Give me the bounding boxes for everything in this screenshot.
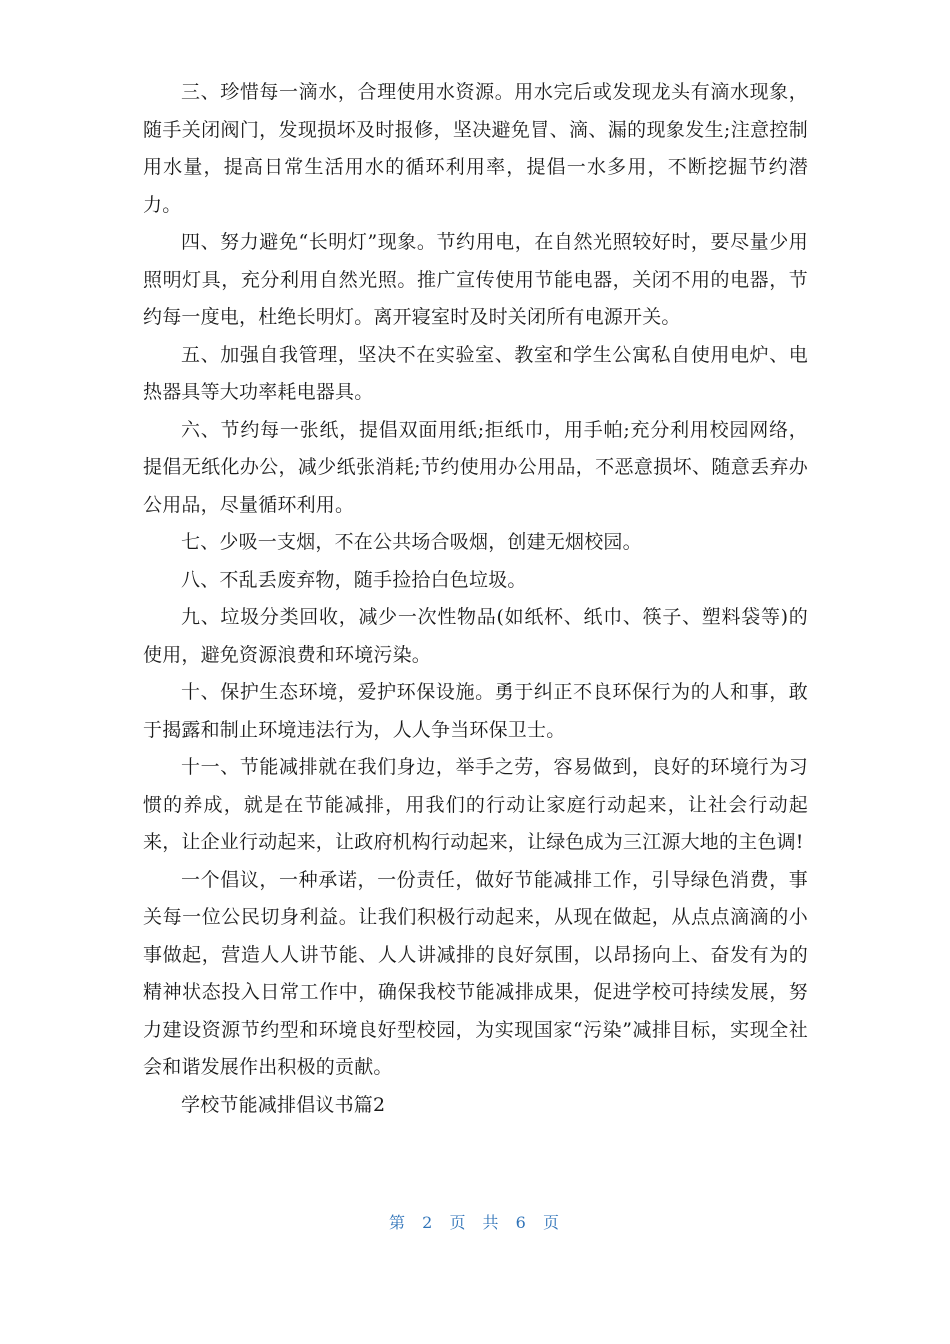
paragraph-3-water: 三、珍惜每一滴水，合理使用水资源。用水完后或发现龙头有滴水现象，随手关闭阀门，发现损坏及时报修，坚决避免冒、滴、漏的现象发生;注意控制用水量，提高日常生活用水的循环利用率，提倡一水多用，不断挖掘节约潜力。 <box>143 81 808 216</box>
paragraph-9-recycling: 九、垃圾分类回收，减少一次性物品(如纸杯、纸巾、筷子、塑料袋等)的使用，避免资源浪费和环境污染。 <box>143 606 808 666</box>
footer-ye-2: 页 <box>542 1213 561 1232</box>
paragraph-8-litter: 八、不乱丢废弃物，随手捡拾白色垃圾。 <box>181 568 527 591</box>
paragraph-10-environment: 十、保护生态环境，爱护环保设施。勇于纠正不良环保行为的人和事，敢于揭露和制止环境违法行为，人人争当环保卫士。 <box>143 681 808 741</box>
paragraph-5-self-management: 五、加强自我管理，坚决不在实验室、教室和学生公寓私自使用电炉、电热器具等大功率耗电器具。 <box>143 343 808 403</box>
footer-ye: 页 <box>449 1213 468 1232</box>
page-footer <box>0 1210 950 1233</box>
footer-total-pages: 6 <box>515 1213 528 1232</box>
paragraph-7-smoking: 七、少吸一支烟，不在公共场合吸烟，创建无烟校园。 <box>181 531 642 553</box>
paragraph-4-electricity: 四、努力避免“长明灯”现象。节约用电，在自然光照较好时，要尽量少用照明灯具，充分利用自然光照。推广宣传使用节能电器，关闭不用的电器，节约每一度电，杜绝长明灯。离开寝室时及时关闭所有电源开关。 <box>143 231 808 328</box>
footer-page-number: 2 <box>422 1213 435 1232</box>
footer-di: 第 <box>389 1213 408 1232</box>
paragraph-11-energy-saving: 十一、节能减排就在我们身边，举手之劳，容易做到，良好的环境行为习惯的养成，就是在节能减排，用我们的行动让家庭行动起来，让社会行动起来，让企业行动起来，让政府机构行动起来，让绿色成为三江源大地的主色调! <box>143 756 808 853</box>
paragraph-closing: 一个倡议，一种承诺，一份责任，做好节能减排工作，引导绿色消费，事关每一位公民切身利益。让我们积极行动起来，从现在做起，从点点滴滴的小事做起，营造人人讲节能、人人讲减排的良好氛围，以昂扬向上、奋发有为的精神状态投入日常工作中，确保我校节能减排成果，促进学校可持续发展，努力建设资源节约型和环境良好型校园，为实现国家“污染”减排目标，实现全社会和谐发展作出积极的贡献。 <box>143 868 808 1078</box>
section-heading: 学校节能减排倡议书篇2 <box>181 1093 386 1116</box>
footer-gong: 共 <box>482 1213 501 1232</box>
paragraph-6-paper: 六、节约每一张纸，提倡双面用纸;拒纸巾，用手帕;充分利用校园网络，提倡无纸化办公，减少纸张消耗;节约使用办公用品，不恶意损坏、随意丢弃办公用品，尽量循环利用。 <box>143 418 808 516</box>
document-body <box>143 74 808 1124</box>
